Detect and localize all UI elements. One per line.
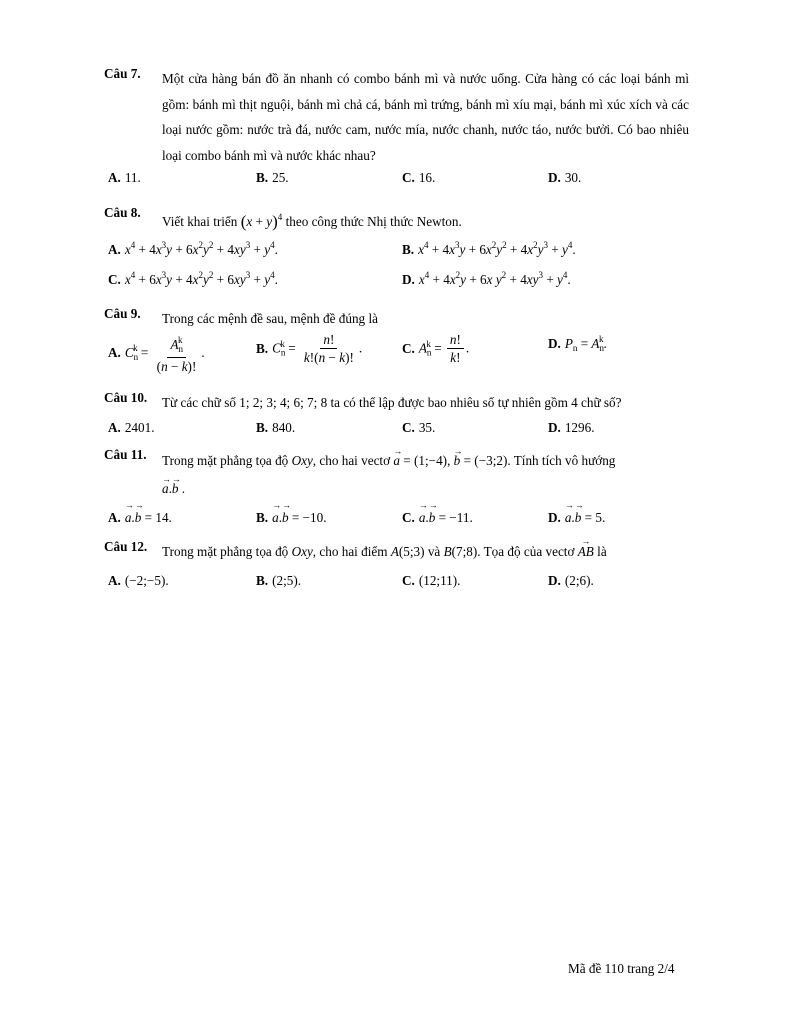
question-text: Từ các chữ số 1; 2; 3; 4; 6; 7; 8 ta có thể lập được bao nhiêu số tự nhiên gồm 4 chữ số? [162, 395, 622, 410]
question-text: Trong mặt phẳng tọa độ Oxy, cho hai vectơ → a = (1;−4), → b = (−3;2). Tính tích vô hướng → a.→ b . [162, 447, 689, 503]
option-c[interactable]: C. $A_n^k$ = $\frac{n!}{k!}$ . [402, 332, 470, 365]
question-text: Trong mặt phẳng tọa độ Oxy, cho hai điểm A(5;3) và B(7;8). Tọa độ của vectơ → AB là [162, 539, 689, 565]
question-12 [104, 539, 689, 565]
option-a[interactable]: A. 2401. [108, 420, 155, 435]
option-b[interactable]: B. 25. [256, 170, 289, 185]
option-c[interactable]: C.→ a.→ b = −11. [402, 510, 473, 526]
question-7 [104, 66, 689, 168]
option-b[interactable]: B. (2;5). [256, 573, 302, 588]
option-c[interactable]: C. (12;11). [402, 573, 461, 588]
option-b[interactable]: B. $C_n^k$ = $\frac{n!}{k!(n - k)!}$ . [256, 332, 363, 365]
option-c[interactable]: C. $x^4 + 6x^3y + 4x^2y^2 + 6xy^3 + y^4$. [108, 270, 278, 287]
option-a[interactable]: A. 11. [108, 170, 141, 185]
option-a[interactable]: A. (−2;−5). [108, 573, 169, 588]
option-b[interactable]: B.→ a.→ b = −10. [256, 510, 327, 526]
question-number: Câu 7. [104, 66, 141, 81]
option-c[interactable]: C. 35. [402, 420, 436, 435]
option-d[interactable]: D. $P_n = A_n^k$. [548, 334, 607, 353]
question-8 [104, 205, 689, 235]
question-11 [104, 447, 689, 503]
question-9-options [108, 332, 688, 374]
question-8-options-row-2 [108, 270, 688, 292]
question-12-options [108, 573, 688, 595]
option-d[interactable]: D. 1296. [548, 420, 595, 435]
question-number: Câu 11. [104, 447, 147, 462]
option-b[interactable]: B. $x^4 + 4x^3y + 6x^2y^2 + 4x^2y^3 + y^4$. [402, 240, 576, 257]
question-text: Viết khai triển $(x + y)^4$ theo công thức Nhị thức Newton. [162, 212, 462, 231]
question-number: Câu 12. [104, 539, 148, 554]
option-a[interactable]: A. $x^4 + 4x^3y + 6x^2y^2 + 4xy^3 + y^4$. [108, 240, 278, 257]
question-10 [104, 390, 689, 416]
option-d[interactable]: D. (2;6). [548, 573, 594, 588]
option-a[interactable]: A.→ a.→ b = 14. [108, 510, 172, 526]
question-number: Câu 8. [104, 205, 141, 220]
question-11-options [108, 510, 688, 532]
option-d[interactable]: D. 30. [548, 170, 582, 185]
question-9 [104, 306, 689, 332]
page-footer: Mã đề 110 trang 2/4 [568, 961, 675, 976]
question-7-options [108, 170, 688, 192]
option-c[interactable]: C. 16. [402, 170, 436, 185]
question-text: Trong các mệnh đề sau, mệnh đề đúng là [162, 311, 378, 326]
question-8-options-row-1 [108, 240, 688, 262]
option-a[interactable]: A. $C_n^k$ = $\frac{A_n^k}{(n - k)!}$ . [108, 332, 205, 376]
question-text: Một cửa hàng bán đồ ăn nhanh có combo bánh mì và nước uống. Cửa hàng có các loại bánh mì gồm: bánh mì thịt nguội, bánh mì chả cá, bánh mì trứng, bánh mì xíu mại, bánh mì xúc xích và các loại nước gồm: nước trà đá, nước cam, nước mía, nước chanh, nước táo, nước bưởi. Có bao nhiêu loại combo bánh mì và nước khác nhau? [162, 71, 689, 163]
option-b[interactable]: B. 840. [256, 420, 296, 435]
option-d[interactable]: D. $x^4 + 4x^2y + 6x$ $y^2 + 4xy^3 + y^4$. [402, 270, 571, 287]
question-number: Câu 10. [104, 390, 148, 405]
option-d[interactable]: D.→ a.→ b = 5. [548, 510, 605, 526]
question-number: Câu 9. [104, 306, 141, 321]
